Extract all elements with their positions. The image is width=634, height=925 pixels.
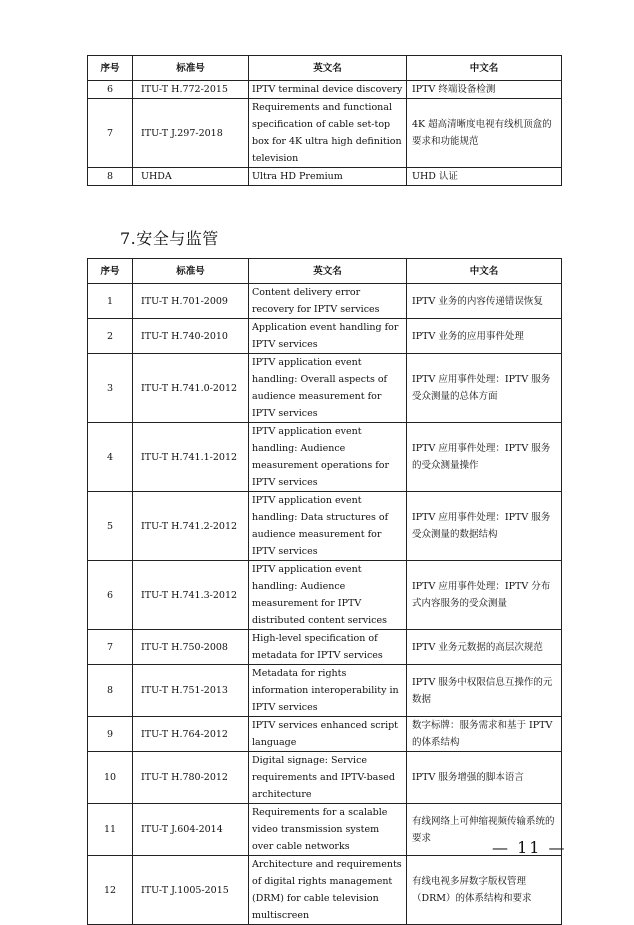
cell-seq: 3 <box>88 354 133 423</box>
header-en: 英文名 <box>249 56 407 81</box>
cell-seq: 1 <box>88 284 133 319</box>
cell-chinese-name: IPTV 业务的内容传递错误恢复 <box>407 284 562 319</box>
page-number: — 11 — <box>492 838 567 857</box>
cell-standard-number: ITU-T H.741.3-2012 <box>133 561 249 630</box>
table-row <box>88 856 562 925</box>
cell-standard-number: ITU-T H.741.1-2012 <box>133 423 249 492</box>
cell-chinese-name: 有线网络上可伸缩视频传输系统的要求 <box>407 804 562 856</box>
cell-seq: 12 <box>88 856 133 925</box>
cell-english-name: Architecture and requirements of digital rights management (DRM) for cable television multiscreen <box>249 856 407 925</box>
cell-chinese-name: IPTV 应用事件处理：IPTV 服务的受众测量操作 <box>407 423 562 492</box>
table-row <box>88 354 562 423</box>
cell-seq: 7 <box>88 630 133 665</box>
cell-seq: 11 <box>88 804 133 856</box>
header-std: 标准号 <box>133 259 249 284</box>
cell-seq: 6 <box>88 81 133 99</box>
cell-chinese-name: IPTV 服务增强的脚本语言 <box>407 752 562 804</box>
cell-standard-number: ITU-T J.604-2014 <box>133 804 249 856</box>
cell-english-name: IPTV application event handling: Data structures of audience measurement for IPTV services <box>249 492 407 561</box>
cell-chinese-name: IPTV 业务的应用事件处理 <box>407 319 562 354</box>
cell-standard-number: ITU-T H.772-2015 <box>133 81 249 99</box>
cell-chinese-name: 数字标牌：服务需求和基于 IPTV 的体系结构 <box>407 717 562 752</box>
table-row <box>88 319 562 354</box>
cell-english-name: IPTV terminal device discovery <box>249 81 407 99</box>
cell-chinese-name: 4K 超高清晰度电视有线机顶盒的要求和功能规范 <box>407 99 562 168</box>
cell-english-name: IPTV application event handling: Audience measurement for IPTV distributed content services <box>249 561 407 630</box>
cell-english-name: Metadata for rights information interoperability in IPTV services <box>249 665 407 717</box>
cell-english-name: IPTV application event handling: Audience measurement operations for IPTV services <box>249 423 407 492</box>
table-row <box>88 168 562 186</box>
cell-standard-number: ITU-T J.297-2018 <box>133 99 249 168</box>
section-heading: 7.安全与监管 <box>120 229 219 248</box>
cell-chinese-name: IPTV 应用事件处理：IPTV 服务受众测量的总体方面 <box>407 354 562 423</box>
table-row <box>88 423 562 492</box>
cell-seq: 7 <box>88 99 133 168</box>
cell-chinese-name: UHD 认证 <box>407 168 562 186</box>
cell-english-name: IPTV application event handling: Overall aspects of audience measurement for IPTV services <box>249 354 407 423</box>
cell-seq: 9 <box>88 717 133 752</box>
cell-standard-number: UHDA <box>133 168 249 186</box>
cell-chinese-name: IPTV 终端设备检测 <box>407 81 562 99</box>
cell-chinese-name: IPTV 业务元数据的高层次规范 <box>407 630 562 665</box>
table-row <box>88 81 562 99</box>
header-std: 标准号 <box>133 56 249 81</box>
cell-standard-number: ITU-T H.751-2013 <box>133 665 249 717</box>
cell-seq: 2 <box>88 319 133 354</box>
table-row <box>88 561 562 630</box>
header-en: 英文名 <box>249 259 407 284</box>
cell-english-name: Application event handling for IPTV services <box>249 319 407 354</box>
table-row <box>88 752 562 804</box>
header-seq: 序号 <box>88 259 133 284</box>
cell-standard-number: ITU-T H.701-2009 <box>133 284 249 319</box>
table-row <box>88 665 562 717</box>
cell-seq: 5 <box>88 492 133 561</box>
header-zh: 中文名 <box>407 259 562 284</box>
cell-english-name: IPTV services enhanced script language <box>249 717 407 752</box>
table-row <box>88 492 562 561</box>
cell-chinese-name: 有线电视多屏数字版权管理（DRM）的体系结构和要求 <box>407 856 562 925</box>
header-seq: 序号 <box>88 56 133 81</box>
standards-table-continued <box>87 55 562 186</box>
table-header-row <box>88 259 562 284</box>
header-zh: 中文名 <box>407 56 562 81</box>
table-header-row <box>88 56 562 81</box>
cell-english-name: Digital signage: Service requirements and IPTV-based architecture <box>249 752 407 804</box>
table-row <box>88 717 562 752</box>
cell-chinese-name: IPTV 应用事件处理：IPTV 分布式内容服务的受众测量 <box>407 561 562 630</box>
security-standards-table <box>87 258 562 925</box>
cell-standard-number: ITU-T H.780-2012 <box>133 752 249 804</box>
cell-chinese-name: IPTV 应用事件处理：IPTV 服务受众测量的数据结构 <box>407 492 562 561</box>
cell-english-name: Requirements and functional specification of cable set-top box for 4K ultra high definition television <box>249 99 407 168</box>
table-row <box>88 630 562 665</box>
cell-standard-number: ITU-T J.1005-2015 <box>133 856 249 925</box>
cell-english-name: Content delivery error recovery for IPTV services <box>249 284 407 319</box>
cell-standard-number: ITU-T H.741.0-2012 <box>133 354 249 423</box>
table-row <box>88 284 562 319</box>
table-row <box>88 804 562 856</box>
cell-seq: 10 <box>88 752 133 804</box>
cell-standard-number: ITU-T H.741.2-2012 <box>133 492 249 561</box>
cell-english-name: Requirements for a scalable video transmission system over cable networks <box>249 804 407 856</box>
table-row <box>88 99 562 168</box>
cell-standard-number: ITU-T H.740-2010 <box>133 319 249 354</box>
cell-standard-number: ITU-T H.750-2008 <box>133 630 249 665</box>
cell-seq: 8 <box>88 168 133 186</box>
cell-seq: 8 <box>88 665 133 717</box>
cell-seq: 4 <box>88 423 133 492</box>
cell-standard-number: ITU-T H.764-2012 <box>133 717 249 752</box>
cell-english-name: Ultra HD Premium <box>249 168 407 186</box>
cell-english-name: High-level specification of metadata for IPTV services <box>249 630 407 665</box>
cell-seq: 6 <box>88 561 133 630</box>
cell-chinese-name: IPTV 服务中权限信息互操作的元数据 <box>407 665 562 717</box>
